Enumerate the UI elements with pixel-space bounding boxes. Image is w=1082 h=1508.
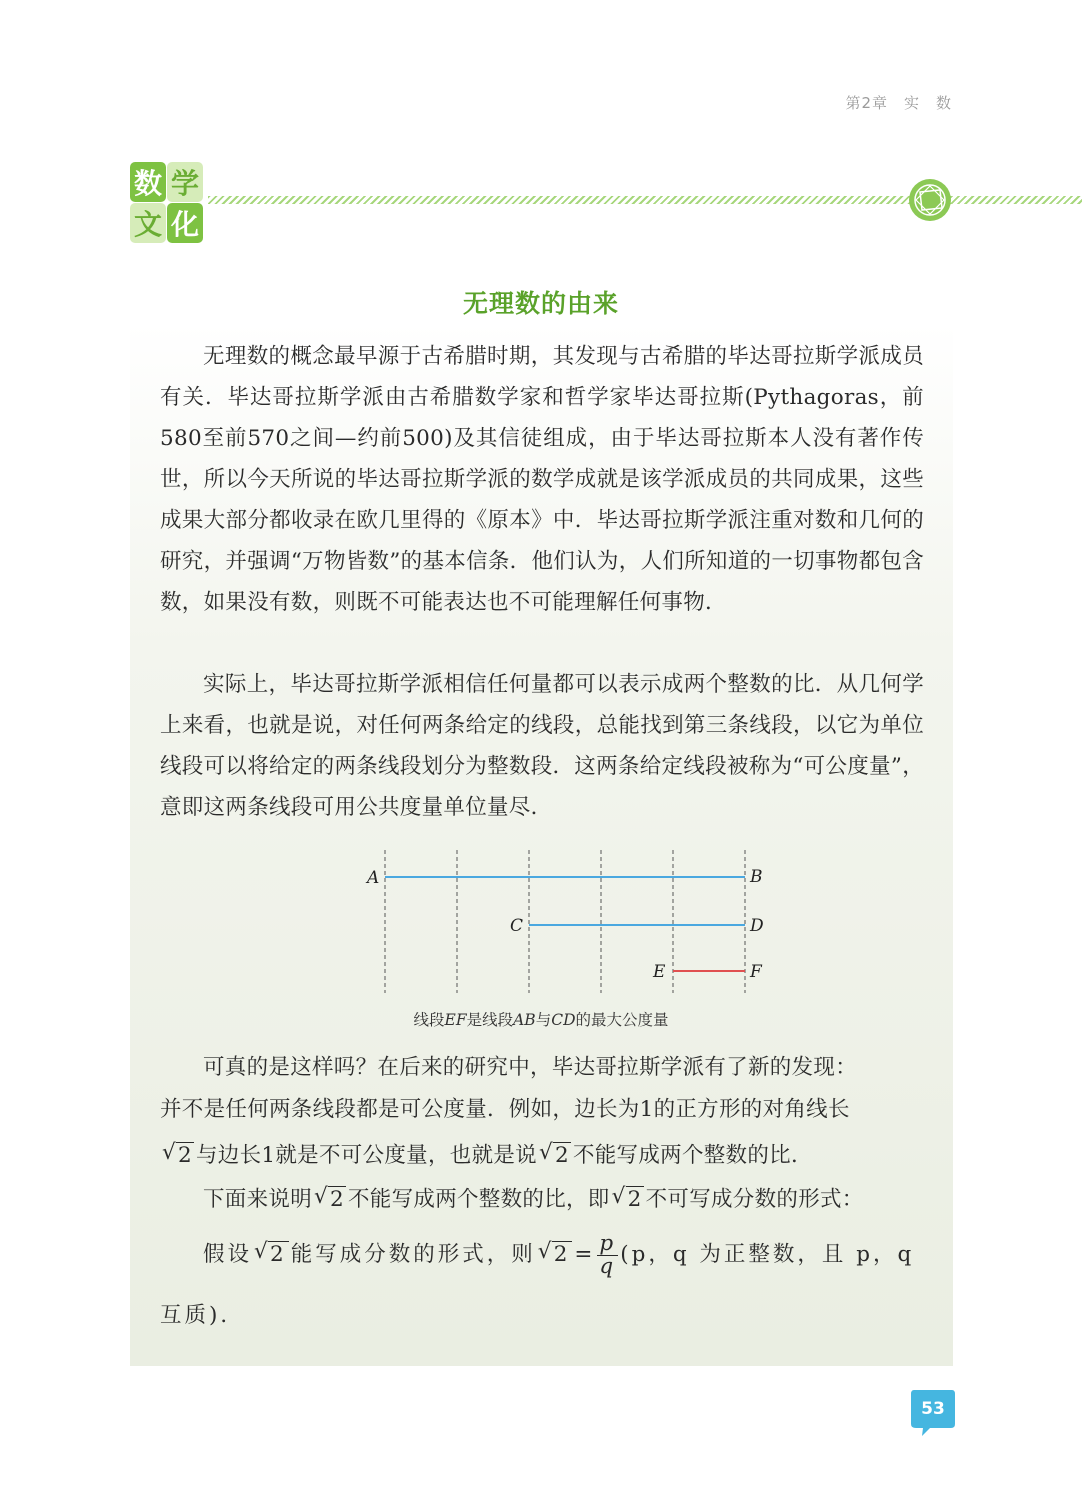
paragraph-2: 实际上，毕达哥拉斯学派相信任何量都可以表示成两个整数的比．从几何学上来看，也就是说，对任何两条给定的线段，总能找到第三条线段，以它为单位线段可以将给定的两条线段划分为整数段．这两条给定线段被称为“可公度量”，意即这两条线段可用公共度量单位量尽． [160,672,924,820]
badge-char: 文 [130,203,166,243]
paragraph-3-line-2: 并不是任何两条线段都是可公度量．例如，边长为1的正方形的对角线长 [160,1097,850,1122]
paragraph-1: 无理数的概念最早源于古希腊时期，其发现与古希腊的毕达哥拉斯学派成员有关．毕达哥拉斯学派由古希腊数学家和哲学家毕达哥拉斯(Pythagoras，前580至前570之间—约前500)及其信徒组成，由于毕达哥拉斯本人没有著作传世，所以今天所说的毕达哥拉斯学派的数学成就是该学派成员的共同成果，这些成果大部分都收录在欧几里得的《原本》中．毕达哥拉斯学派注重对数和几何的研究，并强调“万物皆数”的基本信条．他们认为，人们所知道的一切事物都包含数，如果没有数，则既不可能表达也不可能理解任何事物． [160,344,924,615]
page-number-badge [910,1388,956,1434]
label-b: B [750,867,763,887]
badge-char: 学 [167,162,203,202]
paragraph-5: 假设 √ 2 能写成分数的形式，则 √ 2 = $\frac{p}{q}$ (p，q 为正整数，且 p，q [160,1228,924,1282]
badge-char: 化 [167,203,203,243]
fraction-p-over-q: $\frac{p}{q}$ [599,1230,617,1279]
paragraph-3-line-3: √ 2 与边长1就是不可公度量，也就是说 √ 2 不能写成两个整数的比． [160,1134,924,1178]
segment-figure [360,845,780,1000]
sqrt-two: √ 2 [538,1140,569,1168]
sqrt-two: √ 2 [254,1239,287,1267]
page-number: 53 [921,1399,945,1419]
section-badge [130,160,206,244]
label-c: C [510,916,524,936]
label-d: D [750,916,764,936]
sqrt-two: √ 2 [314,1184,344,1212]
figure-caption: 线段EF是线段AB与CD的最大公度量 [413,1011,669,1029]
sqrt-two: √ 2 [162,1140,192,1168]
label-f: F [750,962,762,982]
label-a: A [367,868,380,888]
geometry-emblem-icon [908,178,952,222]
paragraph-4: 下面来说明 √ 2 不能写成两个整数的比，即 √ 2 不可写成分数的形式： [160,1178,924,1222]
sqrt-two: √ 2 [611,1184,642,1212]
paragraph-5-end: 互质)． [160,1303,245,1328]
sqrt-two: √ 2 [537,1239,571,1267]
badge-char: 数 [130,162,166,202]
paragraph-3-line-1: 可真的是这样吗？在后来的研究中，毕达哥拉斯学派有了新的发现： [203,1055,858,1080]
page-title: 无理数的由来 [462,289,619,318]
label-e: E [653,962,666,982]
chapter-header: 第2章 实 数 [845,94,952,112]
